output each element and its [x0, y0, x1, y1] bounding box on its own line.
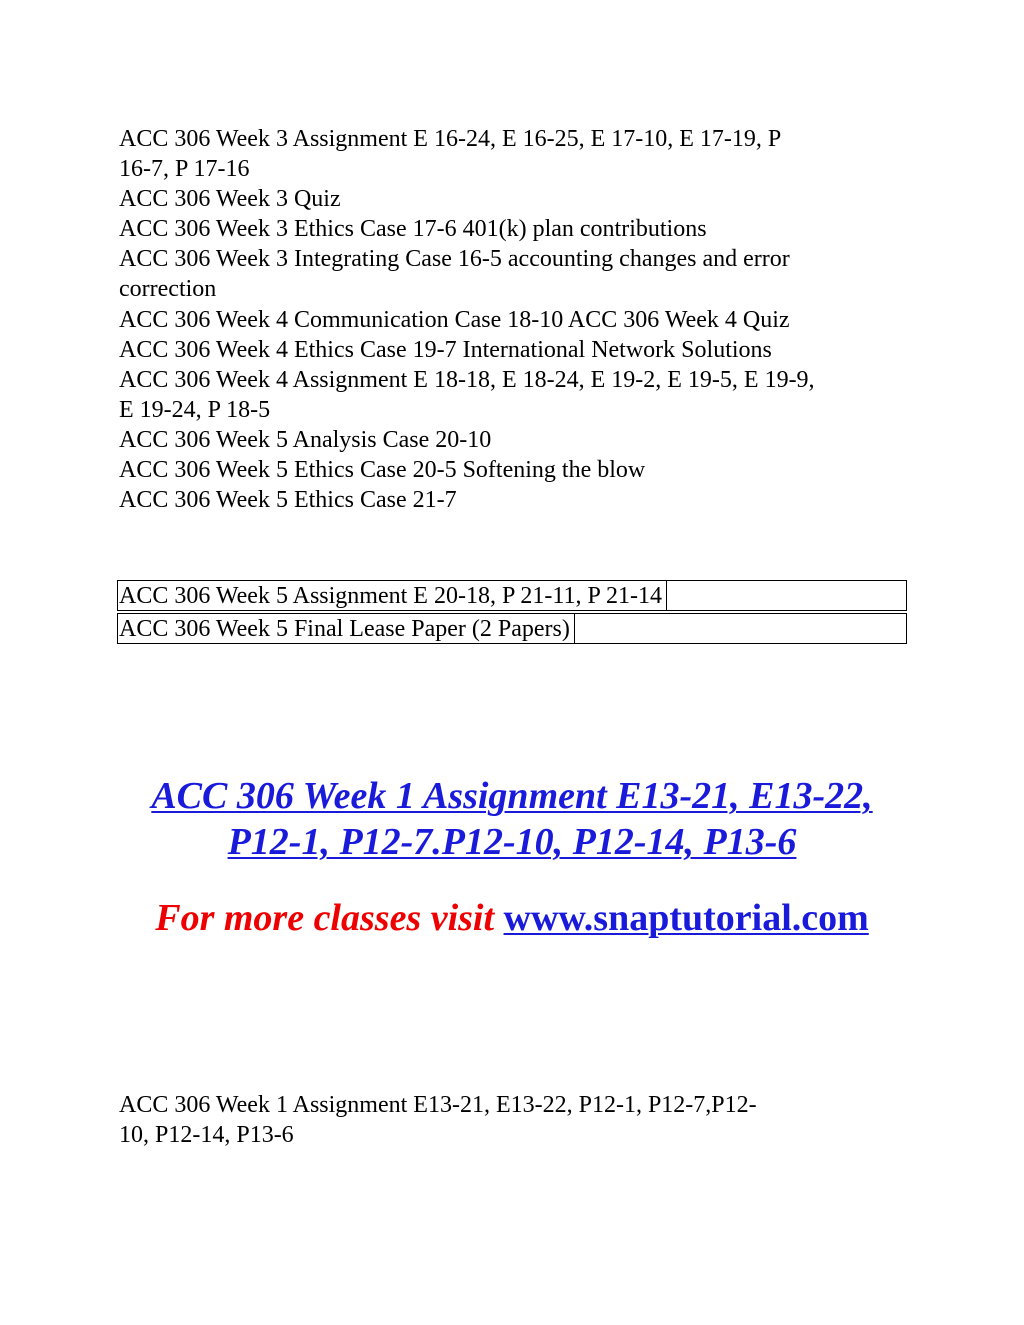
- list-line: 16-7, P 17-16: [119, 156, 250, 183]
- table-row: [117, 580, 907, 611]
- headline-line-2: P12-1, P12-7.P12-10, P12-14, P13-6: [227, 821, 797, 863]
- list-line: correction: [119, 276, 217, 303]
- headline-line-1: ACC 306 Week 1 Assignment E13-21, E13-22,: [151, 775, 873, 817]
- list-line: ACC 306 Week 4 Ethics Case 19-7 International Network Solutions: [119, 336, 772, 363]
- list-line: ACC 306 Week 4 Assignment E 18-18, E 18-24, E 19-2, E 19-5, E 19-9,: [119, 366, 815, 393]
- list-line: ACC 306 Week 3 Quiz: [119, 186, 341, 213]
- headline-link[interactable]: [151, 775, 872, 863]
- list-line: ACC 306 Week 3 Integrating Case 16-5 accounting changes and error: [119, 246, 790, 273]
- list-line: ACC 306 Week 4 Communication Case 18-10 ACC 306 Week 4 Quiz: [119, 306, 790, 333]
- footer-text: [119, 1090, 757, 1150]
- list-line: ACC 306 Week 5 Ethics Case 20-5 Softening the blow: [119, 457, 646, 484]
- list-line: ACC 306 Week 3 Assignment E 16-24, E 16-25, E 17-10, E 17-19, P: [119, 126, 782, 152]
- footer-line: 10, P12-14, P13-6: [119, 1122, 294, 1149]
- list-line: E 19-24, P 18-5: [119, 396, 271, 423]
- site-link[interactable]: www.snaptutorial.com: [503, 897, 869, 939]
- table-cell: ACC 306 Week 5 Final Lease Paper (2 Papers): [118, 614, 575, 643]
- course-list: [119, 124, 909, 515]
- headline: [0, 773, 1024, 865]
- list-line: ACC 306 Week 5 Analysis Case 20-10: [119, 426, 492, 453]
- list-line: ACC 306 Week 3 Ethics Case 17-6 401(k) plan contributions: [119, 216, 707, 243]
- table-row: [117, 613, 907, 644]
- list-line: ACC 306 Week 5 Ethics Case 21-7: [119, 487, 457, 514]
- visit-lead-text: For more classes visit: [155, 897, 495, 939]
- table-cell: ACC 306 Week 5 Assignment E 20-18, P 21-11, P 21-14: [118, 581, 667, 610]
- visit-line: [0, 893, 1024, 943]
- footer-line: ACC 306 Week 1 Assignment E13-21, E13-22, P12-1, P12-7,P12-: [119, 1092, 757, 1118]
